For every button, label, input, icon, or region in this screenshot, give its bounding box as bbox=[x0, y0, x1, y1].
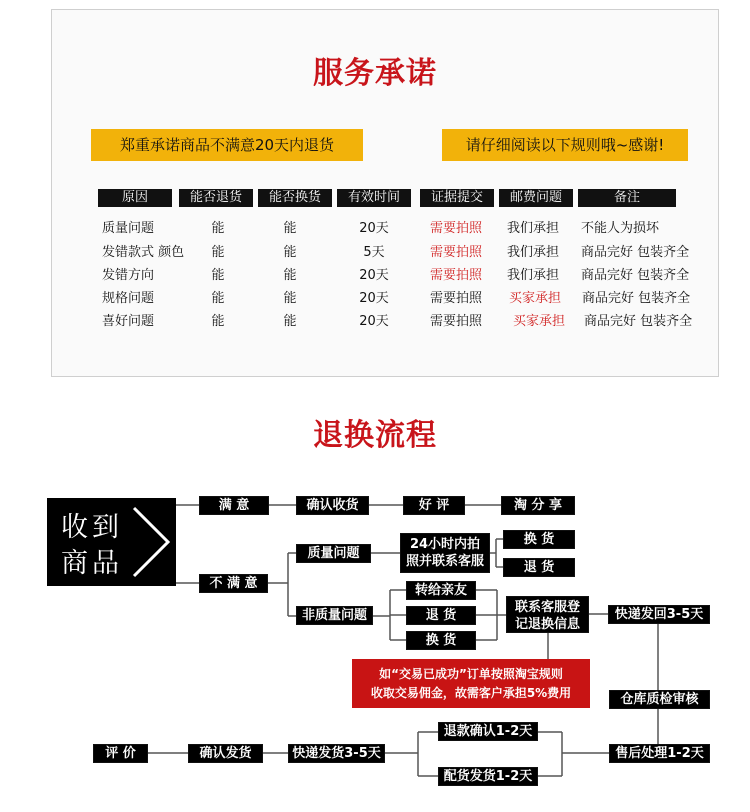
table-cell-time: 20天 bbox=[359, 221, 389, 236]
express-ship-node: 快递发货3-5天 bbox=[288, 744, 385, 763]
photo-contact-line2: 照并联系客服 bbox=[405, 554, 484, 569]
express-back-node: 快递发回3-5天 bbox=[608, 605, 710, 624]
table-cell-time: 20天 bbox=[359, 268, 389, 283]
header-can-return: 能否退货 bbox=[179, 189, 253, 207]
photo-contact-node bbox=[400, 533, 490, 573]
chevron-right-icon bbox=[128, 504, 174, 580]
header-evidence: 证据提交 bbox=[420, 189, 494, 207]
table-cell-exchange: 能 bbox=[283, 268, 297, 283]
banner-read-rules: 请仔细阅读以下规则哦~感谢! bbox=[442, 129, 688, 161]
warning-line2: 收取交易佣金，故需客户承担5%费用 bbox=[370, 686, 572, 700]
share-node: 淘 分 享 bbox=[501, 496, 575, 515]
table-cell-evidence: 需要拍照 bbox=[430, 268, 483, 283]
table-cell-time: 5天 bbox=[363, 245, 385, 260]
table-cell-evidence: 需要拍照 bbox=[430, 314, 483, 329]
table-cell-reason: 质量问题 bbox=[102, 221, 155, 236]
table-cell-postage: 买家承担 bbox=[513, 314, 566, 329]
satisfied-node: 满 意 bbox=[199, 496, 269, 515]
table-cell-exchange: 能 bbox=[283, 291, 297, 306]
table-cell-exchange: 能 bbox=[283, 221, 297, 236]
service-promise-title: 服务承诺 bbox=[313, 56, 437, 91]
table-cell-exchange: 能 bbox=[283, 245, 297, 260]
table-cell-postage: 我们承担 bbox=[507, 245, 560, 260]
return-node: 退 货 bbox=[503, 558, 575, 577]
table-cell-postage: 买家承担 bbox=[509, 291, 562, 306]
table-cell-evidence: 需要拍照 bbox=[430, 221, 483, 236]
refund-confirm-node: 退款确认1-2天 bbox=[438, 722, 538, 741]
photo-contact-line1: 24小时内拍 bbox=[409, 537, 481, 552]
table-cell-reason: 发错方向 bbox=[102, 268, 155, 283]
header-postage: 邮费问题 bbox=[499, 189, 573, 207]
receive-goods-line2: 商品 bbox=[61, 548, 123, 579]
table-cell-return: 能 bbox=[211, 268, 225, 283]
after-sale-node: 售后处理1-2天 bbox=[609, 744, 710, 763]
return-flow-title: 退换流程 bbox=[313, 418, 437, 453]
receive-goods-line1: 收到 bbox=[61, 512, 123, 543]
good-review-node: 好 评 bbox=[403, 496, 465, 515]
table-cell-reason: 喜好问题 bbox=[102, 314, 155, 329]
header-valid-time: 有效时间 bbox=[337, 189, 411, 207]
table-cell-time: 20天 bbox=[359, 291, 389, 306]
table-cell-return: 能 bbox=[211, 291, 225, 306]
table-cell-reason: 规格问题 bbox=[102, 291, 155, 306]
table-cell-postage: 我们承担 bbox=[507, 268, 560, 283]
quality-issue-node: 质量问题 bbox=[296, 544, 371, 563]
table-cell-remark: 商品完好 包装齐全 bbox=[581, 245, 690, 260]
table-cell-remark: 商品完好 包装齐全 bbox=[582, 291, 691, 306]
header-can-exchange: 能否换货 bbox=[258, 189, 332, 207]
confirm-ship-node: 确认发货 bbox=[188, 744, 263, 763]
contact-service-line1: 联系客服登 bbox=[514, 600, 580, 615]
table-cell-exchange: 能 bbox=[283, 314, 297, 329]
table-cell-evidence: 需要拍照 bbox=[430, 245, 483, 260]
review-node: 评 价 bbox=[93, 744, 148, 763]
table-cell-time: 20天 bbox=[359, 314, 389, 329]
table-cell-remark: 商品完好 包装齐全 bbox=[584, 314, 693, 329]
table-cell-evidence: 需要拍照 bbox=[430, 291, 483, 306]
warehouse-check-node: 仓库质检审核 bbox=[609, 690, 710, 709]
reship-node: 配货发货1-2天 bbox=[438, 767, 538, 786]
table-cell-return: 能 bbox=[211, 245, 225, 260]
exchange-option-node: 换 货 bbox=[406, 631, 476, 650]
table-cell-return: 能 bbox=[211, 221, 225, 236]
header-reason: 原因 bbox=[98, 189, 172, 207]
header-remarks: 备注 bbox=[578, 189, 676, 207]
gift-friend-node: 转给亲友 bbox=[406, 581, 476, 600]
commission-warning-box bbox=[352, 659, 590, 708]
confirm-receipt-node: 确认收货 bbox=[296, 496, 369, 515]
table-cell-postage: 我们承担 bbox=[507, 221, 560, 236]
banner-return-promise: 郑重承诺商品不满意20天内退货 bbox=[91, 129, 363, 161]
unsatisfied-node: 不 满 意 bbox=[199, 574, 268, 593]
warning-line1: 如“交易已成功”订单按照淘宝规则 bbox=[379, 667, 563, 681]
contact-service-node bbox=[506, 596, 589, 633]
table-cell-remark: 商品完好 包装齐全 bbox=[581, 268, 690, 283]
contact-service-line2: 记退换信息 bbox=[514, 617, 580, 632]
return-option-node: 退 货 bbox=[406, 606, 476, 625]
exchange-node: 换 货 bbox=[503, 530, 575, 549]
table-cell-remark: 不能人为损坏 bbox=[581, 221, 660, 236]
non-quality-node: 非质量问题 bbox=[296, 606, 373, 625]
table-cell-return: 能 bbox=[211, 314, 225, 329]
table-cell-reason: 发错款式 颜色 bbox=[102, 245, 185, 260]
